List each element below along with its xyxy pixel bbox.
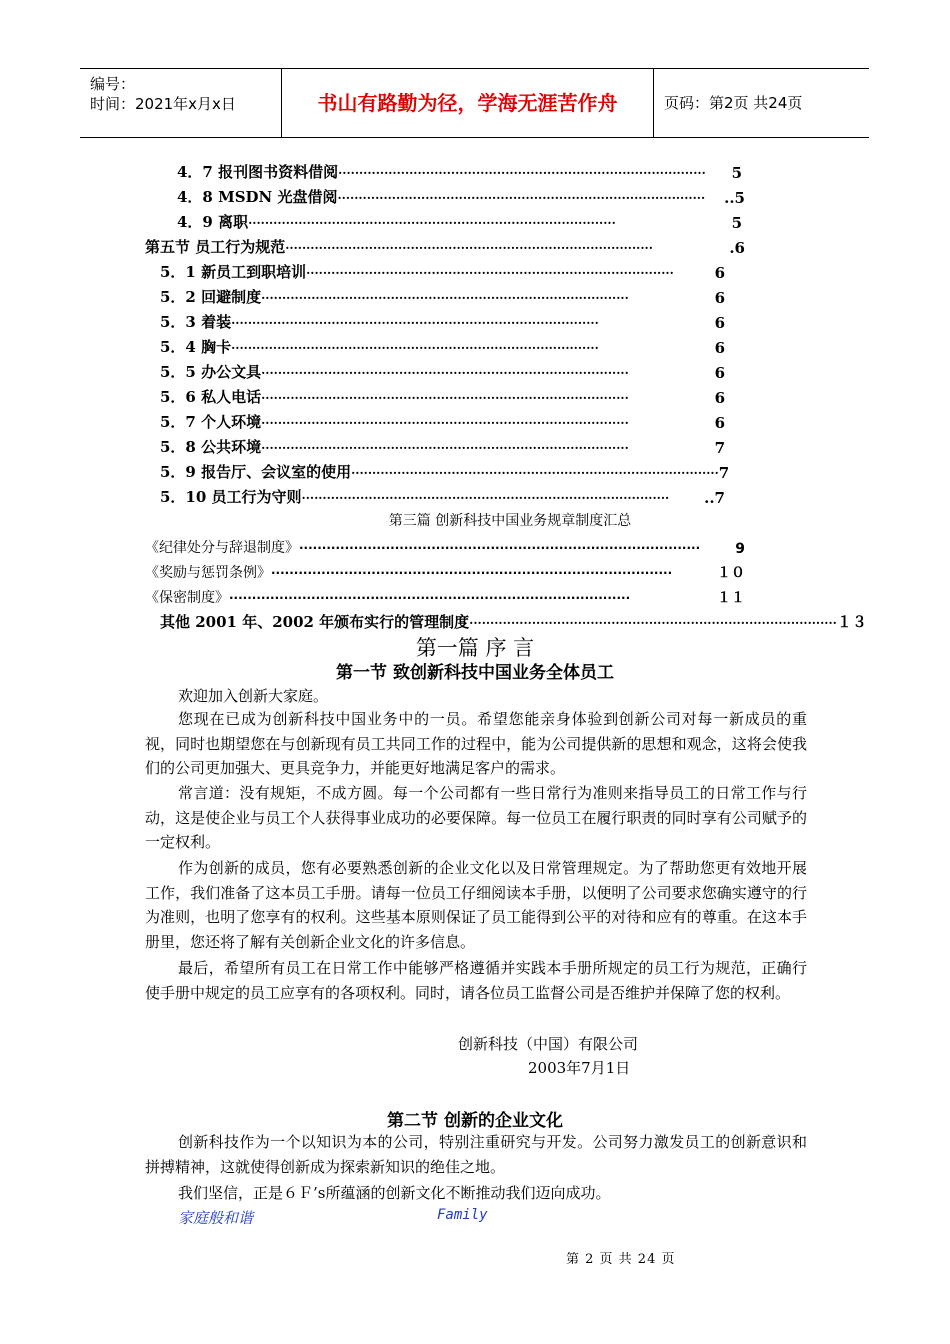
toc-item: 5．10 员工行为守则 ························································································ ..7 [160,488,725,507]
toc-item: 《纪律处分与辞退制度》 ························································································ 9 [145,540,745,557]
toc-item: 5．3 着装 ························································································ 6 [160,313,725,332]
signature-company: 创新科技（中国）有限公司 [458,1035,639,1053]
culture-paragraph: 创新科技作为一个以知识为本的公司，特别注重研究与开发。公司努力激发员工的创新意识和拼搏精神，这就使得创新成为探索新知识的绝佳之地。 [145,1133,807,1176]
paragraph-1: 您现在已成为创新科技中国业务中的一员。希望您能亲身体验到创新公司对每一新成员的重视，同时也期望您在与创新现有员工共同工作的过程中，能为公司提供新的思想和观念，这将会使我们的公司更加强大、更具竞争力，并能更好地满足客户的需求。 [145,710,807,778]
toc-item: 5．4 胸卡 ························································································ 6 [160,338,725,357]
part1-title: 第一篇 序 言 [415,636,535,660]
toc-item: 5．6 私人电话 ························································································ 6 [160,388,725,407]
f1-english: Family [437,1207,488,1223]
toc-item: 其他 2001 年、2002 年颁布实行的管理制度 ························································································ １３ [160,613,867,631]
toc-item: 第五节 员工行为规范 ························································································ .6 [145,238,745,257]
toc-item: 5．5 办公文具 ························································································ 6 [160,363,725,382]
section1-title: 第一节 致创新科技中国业务全体员工 [336,663,614,683]
toc-item: 5．1 新员工到职培训 ························································································ 6 [160,263,725,282]
section2-title: 第二节 创新的企业文化 [387,1111,563,1131]
toc-item: 5．9 报告厅、会议室的使用 ························································································ 7 [160,463,730,482]
toc-item: 4．8 MSDN 光盘借阅 ························································································ ..5 [177,188,745,207]
paragraph-2: 常言道：没有规矩，不成方圆。每一个公司都有一些日常行为准则来指导员工的日常工作与行动，这是使企业与员工个人获得事业成功的必要保障。每一位员工在履行职责的同时享有公司赋予的一定权利。 [145,784,807,852]
toc-item: 5．7 个人环境 ························································································ 6 [160,413,725,432]
header-page-info: 页码：第2页 共24页 [664,94,803,112]
number-label: 编号： [90,75,136,93]
signature-date: 2003年7月1日 [528,1059,631,1077]
f1-chinese: 家庭般和谐 [178,1209,254,1227]
belief-text: 我们坚信，正是６Ｆ’s所蕴涵的创新文化不断推动我们迈向成功。 [178,1184,611,1202]
page-footer: 第 2 页 共 24 页 [566,1252,676,1267]
paragraph-3: 作为创新的成员，您有必要熟悉创新的企业文化以及日常管理规定。为了帮助您更有效地开展工作，我们准备了这本员工手册。请每一位员工仔细阅读本手册，以便明了公司要求您确实遵守的行为准则，也明了您享有的权利。这些基本原则保证了员工能得到公平的对待和应有的尊重。在这本手册里，您还将了解有关创新企业文化的许多信息。 [145,859,807,952]
time-label: 时间：2021年x月x日 [90,95,236,113]
toc-item: 《保密制度》 ························································································ １１ [145,590,745,606]
toc-part3-heading: 第三篇 创新科技中国业务规章制度汇总 [388,513,632,529]
toc-item: 《奖励与惩罚条例》 ························································································ １０ [145,565,745,581]
toc-item: 4．9 离职 ························································································ 5 [177,213,742,232]
header-motto: 书山有路勤为径，学海无涯苦作舟 [282,69,654,137]
toc-item: 5．8 公共环境 ························································································ 7 [160,438,725,457]
toc-item: 5．2 回避制度 ························································································ 6 [160,288,725,307]
page-header [80,68,869,138]
paragraph-4: 最后，希望所有员工在日常工作中能够严格遵循并实践本手册所规定的员工行为规范，正确行使手册中规定的员工应享有的各项权利。同时，请各位员工监督公司是否维护并保障了您的权利。 [145,959,807,1002]
welcome-text: 欢迎加入创新大家庭。 [178,687,329,705]
header-meta-cell [80,69,282,137]
toc-item: 4．7 报刊图书资料借阅 ························································································ 5 [177,163,742,182]
